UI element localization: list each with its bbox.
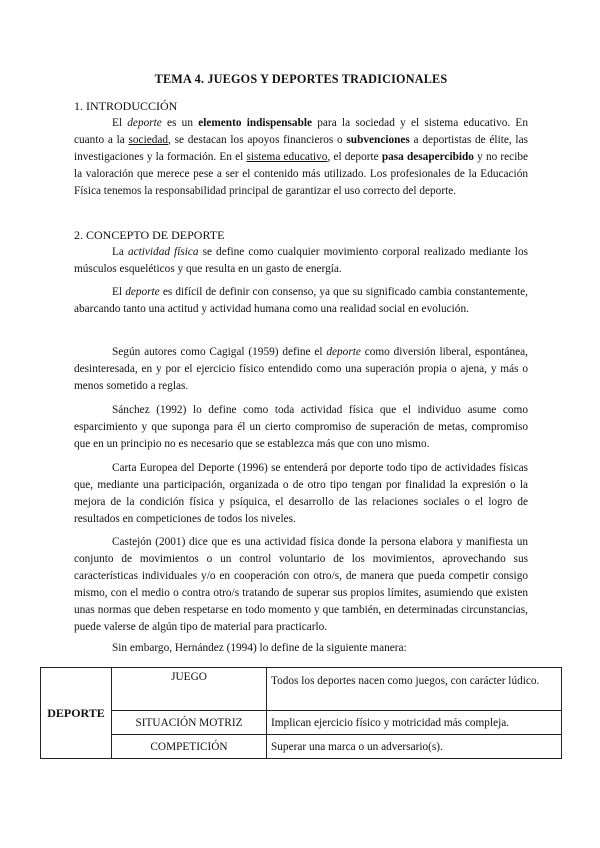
table-category: COMPETICIÓN <box>112 735 267 759</box>
table-description: Todos los deportes nacen como juegos, con carácter lúdico. <box>267 668 562 711</box>
table-category: SITUACIÓN MOTRIZ <box>112 711 267 735</box>
paragraph-deporte-definicion: El deporte es difícil de definir con consenso, ya que su significado cambia constantemente, abarcando tanto una actitud y actividad humana como una realidad social en evolución. <box>74 286 528 315</box>
table-row <box>41 735 562 759</box>
table-row <box>41 711 562 735</box>
table-description: Superar una marca o un adversario(s). <box>267 735 562 759</box>
paragraph-castejon: Castejón (2001) dice que es una actividad física donde la persona elabora y manifiesta un conjunto de movimientos o un control voluntario de los movimientos, aprovechando sus características individuales y/o en cooperación con otro/s, de manera que pueda competir consigo mismo, con el medio o contra otro/s tratando de superar sus propios límites, asumiendo que existen unas normas que deben respetarse en todo momento y que también, en determinadas circunstancias, puede valerse de algún tipo de material para practicarlo. <box>74 536 528 633</box>
paragraph-actividad-fisica: La actividad física se define como cualquier movimiento corporal realizado mediante los músculos esqueléticos y que resulta en un gasto de energía. <box>74 246 528 275</box>
deporte-table <box>40 667 562 759</box>
paragraph-cagigal: Según autores como Cagigal (1959) define el deporte como diversión liberal, espontánea, desinteresada, en y por el ejercicio físico entendido como una superación propia o ajena, y más o menos sometido a reglas. <box>74 346 528 392</box>
paragraph-carta-europea: Carta Europea del Deporte (1996) se entenderá por deporte todo tipo de actividades físicas que, mediante una participación, organizada o de otro tipo tengan por finalidad la expresión o la mejora de la condición física y psíquica, el desarrollo de las relaciones sociales o el logro de resultados en competiciones de todos los niveles. <box>74 462 528 525</box>
table-description: Implican ejercicio físico y motricidad más compleja. <box>267 711 562 735</box>
document-title: TEMA 4. JUEGOS Y DEPORTES TRADICIONALES <box>154 72 448 86</box>
table-row <box>41 668 562 711</box>
section-heading-concepto: 2. CONCEPTO DE DEPORTE <box>74 228 225 242</box>
section-heading-introduccion: 1. INTRODUCCIÓN <box>74 99 178 113</box>
table-main-label: DEPORTE <box>41 668 112 759</box>
paragraph-sanchez: Sánchez (1992) lo define como toda actividad física que el individuo asume como esparcimiento y que suponga para él un cierto compromiso de superación de metas, compromiso que en un principio no es necesario que se establezca más que con uno mismo. <box>74 404 528 450</box>
table-category: JUEGO <box>112 668 267 711</box>
intro-paragraph: El deporte es un elemento indispensable para la sociedad y el sistema educativo. En cuanto a la sociedad, se destacan los apoyos financieros o subvenciones a deportistas de élite, las investigaciones y la formación. En el sistema educativo, el deporte pasa desapercibido y no recibe la valoración que merece pese a ser el contenido más utilizado. Los profesionales de la Educación Física tenemos la responsabilidad principal de garantizar el uso correcto del deporte. <box>74 117 529 197</box>
paragraph-hernandez: Sin embargo, Hernández (1994) lo define de la siguiente manera: <box>112 642 407 654</box>
